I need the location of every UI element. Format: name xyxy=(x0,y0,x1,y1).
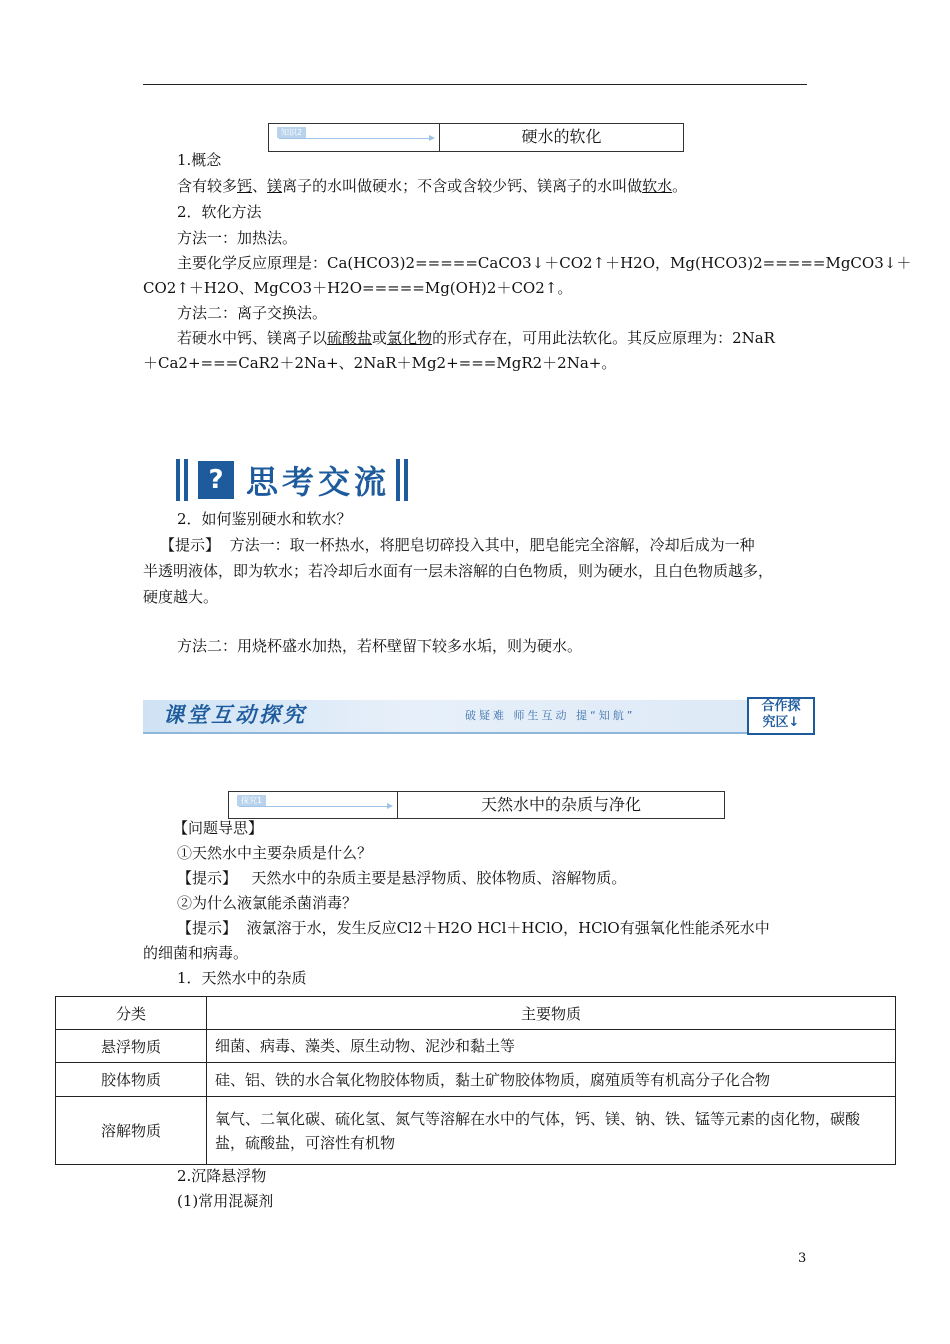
ion-exchange-text xyxy=(177,328,775,348)
table-row xyxy=(56,1030,896,1063)
table-row xyxy=(56,1097,896,1165)
classroom-banner-title: 课堂互动探究 xyxy=(163,703,307,727)
cooperation-zone-line-2: 究区↓ xyxy=(762,715,800,730)
guide-hint-2-line-2: 的细菌和病毒。 xyxy=(143,944,249,962)
table-cell-substances: 氧气、二氧化碳、硫化氢、氮气等溶解在水中的气体，钙、镁、钠、铁、锰等元素的卤化物，碳酸盐，硫酸盐，可溶性有机物 xyxy=(207,1097,896,1165)
classroom-banner-slogan: 破疑难 师生互动 提“知航” xyxy=(465,709,636,722)
table-cell-substances: 硅、铝、铁的水合氧化物胶体物质，黏土矿物胶体物质，腐殖质等有机高分子化合物 xyxy=(207,1063,896,1097)
concept-heading: 1.概念 xyxy=(177,151,222,169)
cooperation-zone-link[interactable] xyxy=(747,697,815,735)
table-cell-substances: 细菌、病毒、藻类、原生动物、泥沙和黏土等 xyxy=(207,1030,896,1063)
knowledge-tag xyxy=(269,124,440,151)
hint-label: 【提示】 xyxy=(160,536,221,554)
reaction-line-2: CO2↑＋H2O、MgCO3＋H2O=====Mg(OH)2＋CO2↑。 xyxy=(143,279,573,297)
settle-heading: 2.沉降悬浮物 xyxy=(177,1167,267,1185)
impurity-table xyxy=(55,996,896,1165)
underlined-term: 氯化物 xyxy=(387,329,433,347)
hint-line-2: 半透明液体，即为软水；若冷却后水面有一层未溶解的白色物质，则为硬水，且白色物质越多， xyxy=(143,562,774,580)
knowledge-header-box xyxy=(268,123,684,152)
concept-part: 。 xyxy=(672,177,688,195)
ion-part: 或 xyxy=(372,329,388,347)
ion-part: 若硬水中钙、镁离子以 xyxy=(177,329,328,347)
concept-text xyxy=(177,176,687,196)
cooperation-zone-line-1: 合作探 xyxy=(761,699,801,714)
guide-question-1: ①天然水中主要杂质是什么？ xyxy=(177,844,373,862)
explore-badge: 探究1 xyxy=(237,795,266,806)
explore-title: 天然水中的杂质与净化 xyxy=(480,795,641,814)
guide-hint-2 xyxy=(177,918,770,938)
hint-line-1 xyxy=(160,535,755,555)
table-header-category: 分类 xyxy=(56,997,207,1030)
concept-part: 含有较多 xyxy=(177,177,238,195)
banner-bar xyxy=(184,459,188,501)
method-heading: 2．软化方法 xyxy=(177,203,262,221)
method1-text: 方法一：加热法。 xyxy=(177,229,298,247)
classroom-banner xyxy=(143,700,815,734)
table-header-row xyxy=(56,997,896,1030)
underlined-term: 软水 xyxy=(642,177,673,195)
header-rule xyxy=(143,84,807,85)
underlined-term: 钙 xyxy=(237,177,253,195)
hint-method-2: 方法二：用烧杯盛水加热，若杯壁留下较多水垢，则为硬水。 xyxy=(177,637,583,655)
table-cell-category: 悬浮物质 xyxy=(56,1030,207,1063)
ion-exchange-line-2: ＋Ca2+===CaR2＋2Na+、2NaR＋Mg2+===MgR2＋2Na+。 xyxy=(143,354,617,372)
reaction-line-1: 主要化学反应原理是：Ca(HCO3)2=====CaCO3↓＋CO2↑＋H2O，Mg(HCO3)2=====MgCO3↓＋ xyxy=(177,254,912,272)
knowledge-badge: 知识2 xyxy=(277,127,306,138)
impurity-heading: 1．天然水中的杂质 xyxy=(177,969,307,987)
table-row xyxy=(56,1063,896,1097)
explore-header-box xyxy=(228,791,725,819)
underlined-term: 镁 xyxy=(267,177,283,195)
table-cell-category: 溶解物质 xyxy=(56,1097,207,1165)
table-header-substances: 主要物质 xyxy=(207,997,896,1030)
arrow-right-icon xyxy=(279,138,433,139)
concept-part: 、 xyxy=(252,177,268,195)
guide-hint-1 xyxy=(177,868,626,888)
explore-tag xyxy=(229,792,398,818)
hint-text: 液氯溶于水，发生反应Cl2＋H2O HCl＋HClO，HClO有强氧化性能杀死水中 xyxy=(246,919,770,937)
hint-text: 方法一：取一杯热水，将肥皂切碎投入其中，肥皂能完全溶解，冷却后成为一种 xyxy=(229,536,755,554)
hint-text: 天然水中的杂质主要是悬浮物质、胶体物质、溶解物质。 xyxy=(251,869,627,887)
hint-label: 【提示】 xyxy=(177,919,238,937)
banner-bar xyxy=(176,459,180,501)
knowledge-title: 硬水的软化 xyxy=(521,127,602,146)
concept-part: 离子的水叫做硬水；不含或含较少钙、镁离子的水叫做 xyxy=(282,177,643,195)
page-number: 3 xyxy=(798,1251,807,1266)
hint-label: 【提示】 xyxy=(177,869,238,887)
table-cell-category: 胶体物质 xyxy=(56,1063,207,1097)
hint-line-3: 硬度越大。 xyxy=(143,588,219,606)
banner-bar xyxy=(404,459,408,501)
guide-question-2: ②为什么液氯能杀菌消毒？ xyxy=(177,894,358,912)
question-mark-icon: ? xyxy=(198,461,234,499)
banner-bar xyxy=(396,459,400,501)
underlined-term: 硫酸盐 xyxy=(327,329,373,347)
guide-heading: 【问题导思】 xyxy=(173,819,264,837)
method2-text: 方法二：离子交换法。 xyxy=(177,304,328,322)
think-discuss-title: 思考交流 xyxy=(246,463,391,501)
coagulant-heading: (1)常用混凝剂 xyxy=(177,1192,274,1210)
arrow-right-icon xyxy=(239,806,391,807)
ion-part: 的形式存在，可用此法软化。其反应原理为：2NaR xyxy=(432,329,775,347)
question-2: 2．如何鉴别硬水和软水？ xyxy=(177,510,352,528)
think-discuss-banner xyxy=(176,457,412,503)
